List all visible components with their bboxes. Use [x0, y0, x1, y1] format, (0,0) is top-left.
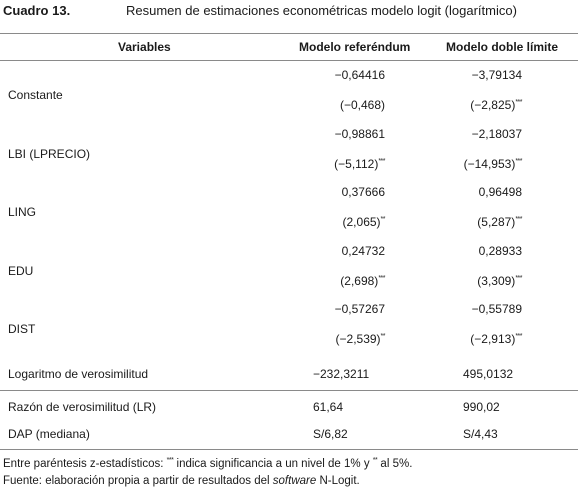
significance-mark: *** [378, 274, 385, 282]
z-value: (−2,913) [470, 332, 516, 346]
significance-mark: ** [380, 333, 385, 340]
referendum-z-stat [334, 157, 385, 171]
z-value: (2,065) [342, 215, 381, 229]
z-value: (−5,112) [334, 156, 379, 171]
z-value: (5,287) [477, 215, 516, 229]
significance-mark: *** [378, 157, 385, 165]
referendum-z-stat [336, 332, 385, 346]
rule-top [0, 33, 578, 34]
variable-name: LBI (LPRECIO) [8, 146, 91, 161]
col-header-referendum: Modelo referéndum [299, 40, 411, 54]
significance-mark: *** [515, 99, 522, 106]
doble-limite-z-stat [477, 215, 522, 229]
summary-doble-limite: 990,02 [463, 400, 500, 414]
doble-limite-z-stat [470, 332, 522, 346]
doble-limite-coefficient: −3,79134 [471, 68, 522, 82]
variable-name: DIST [8, 322, 36, 336]
z-value: (−14,953) [463, 156, 516, 171]
summary-referendum: S/6,82 [313, 427, 348, 441]
table-header [0, 0, 578, 24]
doble-limite-coefficient: 0,96498 [478, 185, 522, 199]
referendum-coefficient: −0,64416 [334, 68, 385, 82]
doble-limite-z-stat [477, 274, 522, 288]
table-title: Resumen de estimaciones econométricas modelo logit (logarítmico) [126, 3, 517, 18]
referendum-z-stat [343, 215, 385, 229]
note-significance: Entre paréntesis z-estadísticos: *** indica significancia a un nivel de 1% y ** al 5%. [3, 457, 413, 470]
doble-limite-z-stat [470, 98, 522, 112]
rule-mid [0, 390, 578, 391]
significance-mark: *** [515, 216, 522, 223]
referendum-coefficient: −0,98861 [334, 126, 385, 141]
referendum-z-stat [340, 98, 385, 112]
significance-mark: *** [515, 333, 522, 340]
referendum-coefficient: −0,57267 [334, 302, 385, 316]
significance-mark: *** [515, 157, 522, 165]
z-value: (2,698) [340, 273, 379, 288]
z-value: (−2,539) [335, 332, 381, 346]
doble-limite-coefficient: −2,18037 [471, 126, 522, 141]
table-number: Cuadro 13. [3, 3, 71, 18]
variable-name: LING [8, 205, 37, 219]
variable-name: Constante [8, 88, 63, 102]
referendum-coefficient: 0,37666 [341, 185, 385, 199]
referendum-coefficient: 0,24732 [341, 243, 385, 258]
doble-limite-z-stat [464, 157, 522, 171]
doble-limite-coefficient: −0,55789 [471, 302, 522, 316]
significance-mark: ** [380, 216, 385, 223]
summary-doble-limite: 495,0132 [463, 367, 514, 381]
note-source: Fuente: elaboración propia a partir de resultados del software N-Logit. [3, 475, 360, 487]
col-header-doble-limite: Modelo doble límite [446, 40, 559, 54]
col-header-variables: Variables [118, 40, 171, 54]
summary-label: DAP (mediana) [8, 427, 90, 441]
rule-bottom [0, 449, 578, 450]
significance-mark: *** [515, 274, 522, 282]
summary-label: Logaritmo de verosimilitud [8, 367, 149, 381]
z-value: (−2,825) [470, 98, 516, 112]
variable-name: EDU [8, 263, 34, 278]
summary-label: Razón de verosimilitud (LR) [8, 400, 157, 414]
rule-header [0, 60, 578, 61]
summary-referendum: −232,3211 [313, 367, 370, 381]
referendum-z-stat [340, 274, 385, 288]
summary-referendum: 61,64 [313, 400, 344, 414]
z-value: (3,309) [477, 273, 516, 288]
summary-doble-limite: S/4,43 [463, 427, 498, 441]
doble-limite-coefficient: 0,28933 [478, 243, 522, 258]
z-value: (−0,468) [339, 98, 385, 112]
